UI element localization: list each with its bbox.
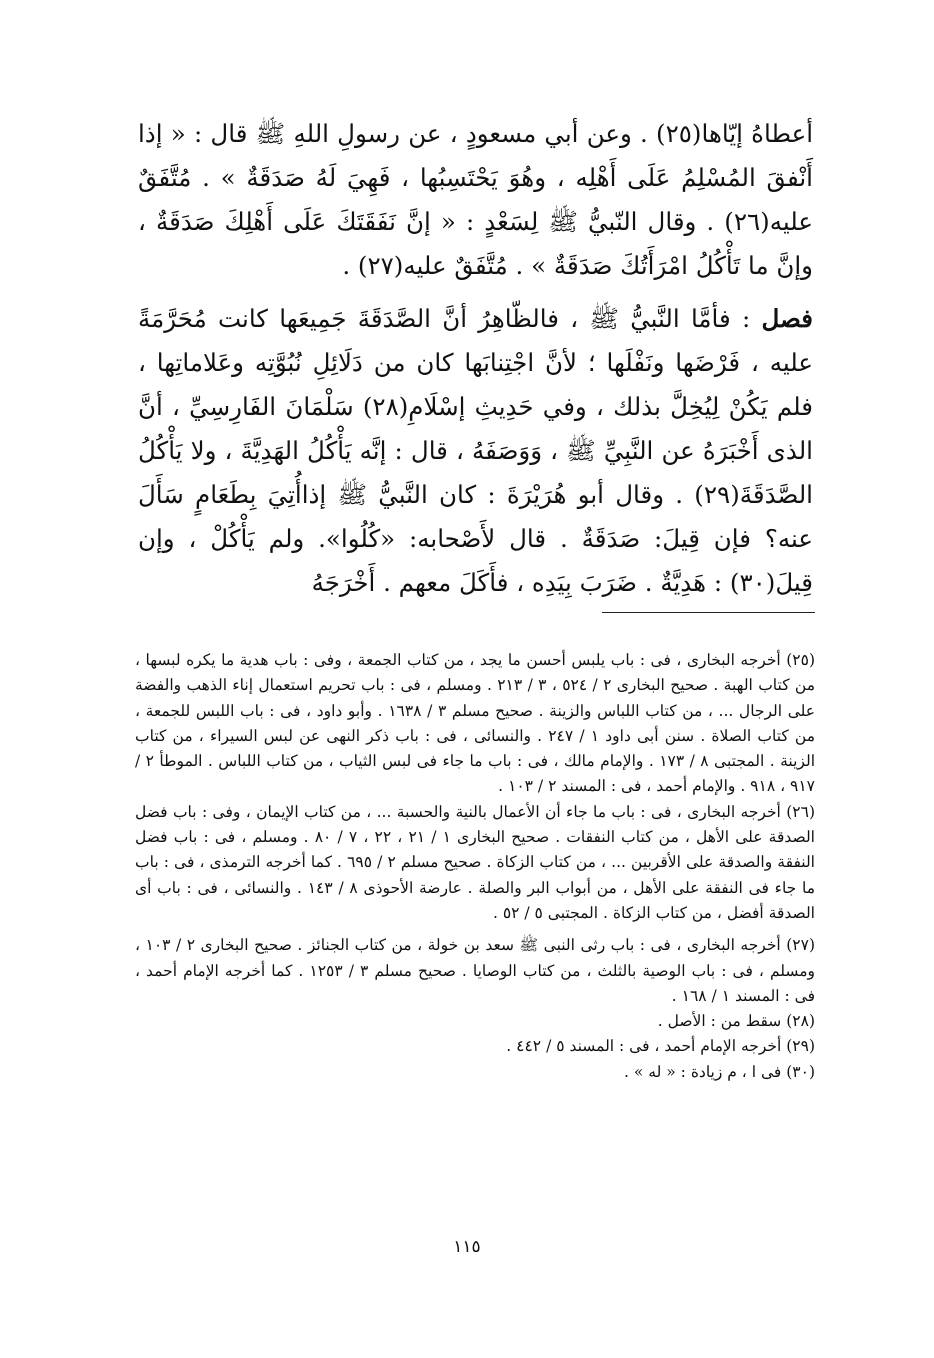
section-heading-fasl: فصل xyxy=(761,304,813,333)
footnotes xyxy=(135,648,815,1085)
main-paragraph-2-text: : فأمَّا النَّبيُّ ﷺ ، فالظّاهِرُ أنَّ الصَّدَقَةَ جَمِيعَها كانت مُحَرَّمَةً عليه ، فَرْضَها ونَفْلَها ؛ لأنَّ اجْتِنابَها كان من دَلَائِلِ نُبُوَّتِه وعَلاماتِها ، فلم يَكُنْ لِيُخِلَّ بذلك ، وفي حَدِيثِ إسْلَامِ(٢٨) سَلْمَانَ الفَارِسِيِّ ، أنَّ الذى أَخْبَرَهُ عن النَّبِيِّ ﷺ ، وَوَصَفَهُ ، قال : إنَّه يَأْكُلُ الهَدِيَّةَ ، ولا يَأْكُلُ الصَّدَقَةَ(٢٩) . وقال أبو هُرَيْرَةَ : كان النَّبيُّ ﷺ إذاأُتِيَ بِطَعَامٍ سَأَلَ عنه؟ فإن قِيلَ: صَدَقَةٌ . قال لأَصْحابه: «كُلُوا». ولم يَأْكُلْ ، وإن قِيلَ(٣٠) : هَدِيَّةٌ . ضَرَبَ بِيَدِه ، فأَكَلَ معهم . أَخْرَجَهُ xyxy=(138,304,813,597)
footnote-28: (٢٨) سقط من : الأصل . xyxy=(657,1012,815,1031)
footnote-29: (٢٩) أخرجه الإمام أحمد ، فى : المسند ٥ / ٤٤٢ . xyxy=(506,1037,815,1056)
main-text xyxy=(138,112,813,605)
footnote-25: (٢٥) أخرجه البخارى ، فى : باب يلبس أحسن ما يجد ، من كتاب الجمعة ، وفى : باب هدية ما يكره لبسها ، من كتاب الهبة . صحيح البخارى ٢ / ٥٢٤ ، ٣ / ٢١٣ . ومسلم ، فى : باب تحريم استعمال إناء الذهب والفضة على الرجال ... ، من كتاب اللباس والزينة . صحيح مسلم ٣ / ١٦٣٨ . وأبو داود ، فى : باب اللبس للجمعة ، من كتاب الصلاة . سنن أبى داود ١ / ٢٤٧ . والنسائى ، فى : باب ذكر النهى عن لبس السيراء ، من كتاب الزينة . المجتبى ٨ / ١٧٣ . والإمام مالك ، فى : باب ما جاء فى لبس الثياب ، من كتاب اللباس . الموطأ ٢ / ٩١٧ ، ٩١٨ . والإمام أحمد ، فى : المسند ٢ / ١٠٣ . xyxy=(135,651,816,796)
footnote-30: (٣٠) فى ا ، م زيادة : « له » . xyxy=(624,1062,815,1081)
footnote-26: (٢٦) أخرجه البخارى ، فى : باب ما جاء أن الأعمال بالنية والحسبة ... ، من كتاب الإيمان ، وفى : باب فضل الصدقة على الأهل ، من كتاب النفقات . صحيح البخارى ١ / ٢١ ، ٢٢ ، ٧ / ٨٠ . ومسلم ، فى : باب فضل النفقة والصدقة على الأقربين ... ، من كتاب الزكاة . صحيح مسلم ٢ / ٦٩٥ . كما أخرجه الترمذى ، فى : باب ما جاء فى النفقة على الأهل ، من أبواب البر والصلة . عارضة الأحوذى ٨ / ١٤٣ . والنسائى ، فى : باب أى الصدقة أفضل ، من كتاب الزكاة . المجتبى ٥ / ٥٢ . xyxy=(135,802,816,922)
footnote-divider xyxy=(602,612,815,613)
page-number: ١١٥ xyxy=(453,1237,481,1257)
footnote-27: (٢٧) أخرجه البخارى ، فى : باب رثى النبى ﷺ سعد بن خولة ، من كتاب الجنائز . صحيح البخارى ٢ / ١٠٣ ، ومسلم ، فى : باب الوصية بالثلث ، من كتاب الوصايا . صحيح مسلم ٣ / ١٢٥٣ . كما أخرجه الإمام أحمد ، فى : المسند ١ / ١٦٨ . xyxy=(135,936,816,1005)
main-paragraph-1: أعطاهُ إيّاها(٢٥) . وعن أبي مسعودٍ ، عن رسولِ اللهِ ﷺ قال : « إذا أَنْفقَ المُسْلِمُ عَلَى أَهْلِه ، وهُوَ يَحْتَسِبُها ، فَهِيَ لَهُ صَدَقَةٌ » . مُتَّفَقٌ عليه(٢٦) . وقال النّبيُّ ﷺ لِسَعْدٍ : « إنَّ نَفَقَتَكَ عَلَى أَهْلِكَ صَدَقَةٌ ، وإنَّ ما تَأْكُلُ امْرَأَتُكَ صَدَقَةٌ » . مُتَّفَقٌ عليه(٢٧) . xyxy=(138,119,814,280)
main-paragraph-2 xyxy=(138,297,813,605)
